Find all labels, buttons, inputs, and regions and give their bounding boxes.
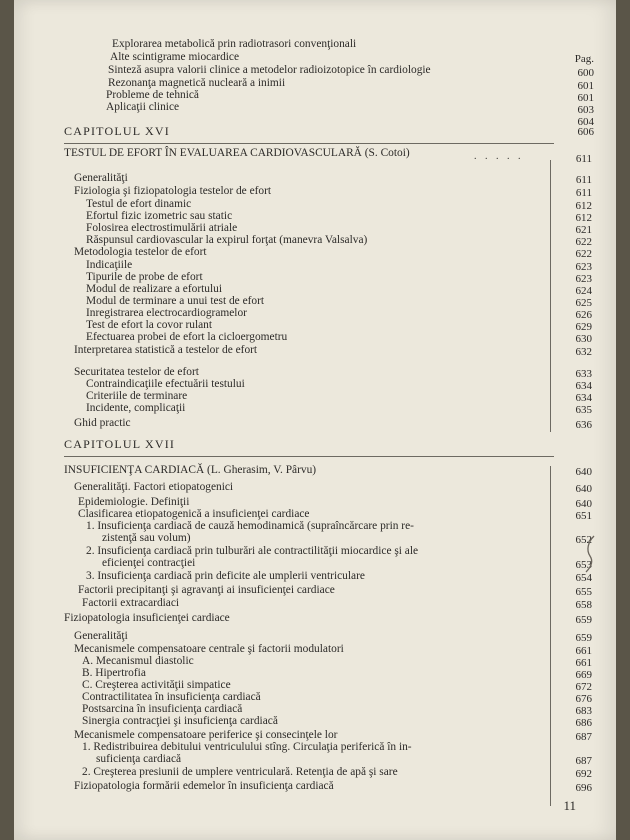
page-number: 622 (575, 236, 592, 248)
toc-entry: Mecanismele compensatoare periferice şi consecinţele lor (74, 729, 338, 741)
page-number: 640 (575, 498, 592, 510)
page-number: 601 (577, 80, 594, 92)
page-number: 672 (575, 681, 592, 693)
toc-entry: Criteriile de terminare (86, 390, 188, 402)
page-number: 606 (577, 126, 594, 138)
toc-entry: Folosirea electrostimulării atriale (86, 222, 238, 234)
pag-label: Pag. (574, 53, 594, 65)
page-number: 623 (575, 273, 592, 285)
page-number: 625 (575, 297, 592, 309)
toc-entry: Indicaţiile (86, 259, 133, 271)
toc-entry: B. Hipertrofia (82, 667, 146, 679)
chapter-heading: CAPITOLUL XVI (64, 124, 170, 138)
toc-entry: Incidente, complicaţii (86, 402, 186, 414)
page-number: 623 (575, 261, 592, 273)
toc-entry: Aplicaţii clinice (106, 101, 180, 113)
page-number: 658 (575, 599, 592, 611)
toc-entry: Tipurile de probe de efort (86, 271, 203, 283)
page-number: 687 (575, 755, 592, 767)
page-number: 632 (575, 346, 592, 358)
toc-entry: Factorii precipitanţi şi agravanţi ai insuficienţei cardiace (78, 584, 335, 596)
toc-entry: Contraindicaţiile efectuării testului (86, 378, 245, 390)
toc-entry: Securitatea testelor de efort (74, 366, 199, 378)
margin-rule (550, 160, 551, 432)
toc-entry: 2. Creşterea presiunii de umplere ventriculară. Retenţia de apă şi sare (82, 766, 398, 778)
toc-entry: Interpretarea statistică a testelor de efort (74, 344, 258, 356)
toc-entry: Generalităţi (74, 172, 128, 184)
toc-entry: Generalităţi. Factori etiopatogenici (74, 481, 234, 493)
toc-entry: Alte scintigrame miocardice (110, 51, 240, 63)
toc-entry: Modul de realizare a efortului (86, 283, 222, 295)
page-number: 659 (575, 632, 592, 644)
page-number: 651 (575, 510, 592, 522)
divider (64, 143, 554, 144)
page-number: 629 (575, 321, 592, 333)
leader-dots: . . . . . (474, 151, 524, 162)
page-number: 603 (577, 104, 594, 116)
toc-entry: 2. Insuficienţa cardiacă prin tulburări ale contractilităţii miocardice şi ale (86, 545, 419, 557)
chapter-title: TESTUL DE EFORT ÎN EVALUAREA CARDIOVASCULARĂ (S. Cotoi) (64, 147, 410, 159)
toc-entry: Metodologia testelor de efort (74, 246, 207, 258)
toc-entry: Generalităţi (74, 630, 128, 642)
margin-rule (550, 466, 551, 806)
page-number: 611 (575, 174, 592, 186)
toc-entry: Inregistrarea electrocardiogramelor (86, 307, 247, 319)
page-number: 600 (577, 67, 594, 79)
page-number: 696 (575, 782, 592, 794)
toc-entry: Modul de terminare a unui test de efort (86, 295, 265, 307)
toc-entry: Test de efort la covor rulant (86, 319, 213, 331)
toc-entry: Explorarea metabolică prin radiotrasori convenţionali (112, 38, 357, 50)
page-number: 655 (575, 586, 592, 598)
toc-entry: Mecanismele compensatoare centrale şi factorii modulatori (74, 643, 344, 655)
page-number: 692 (575, 768, 592, 780)
page-number: 640 (575, 466, 592, 478)
page-number: 652 (575, 534, 592, 546)
page-number: 624 (575, 285, 592, 297)
toc-entry: 1. Redistribuirea debitului ventriculului stîng. Circulaţia periferică în in- (82, 741, 412, 753)
chapter-title: INSUFICIENŢA CARDIACĂ (L. Gherasim, V. Pârvu) (64, 464, 317, 476)
page-number: 634 (575, 380, 592, 392)
page-number: 622 (575, 248, 592, 260)
page-number: 601 (577, 92, 594, 104)
page-number: 676 (575, 693, 592, 705)
chapter-heading: CAPITOLUL XVII (64, 437, 176, 451)
divider (64, 456, 554, 457)
toc-entry: Sinergia contracţiei şi insuficienţa cardiacă (82, 715, 278, 727)
page-number: 635 (575, 404, 592, 416)
toc-entry: Răspunsul cardiovascular la expirul forţat (manevra Valsalva) (86, 234, 368, 246)
footer-page-number: 11 (563, 798, 576, 813)
toc-entry: Contractilitatea în insuficienţa cardiacă (82, 691, 261, 703)
toc-entry: Rezonanţa magnetică nucleară a inimii (108, 77, 286, 89)
toc-entry: Factorii extracardiaci (82, 597, 180, 609)
page-number: 621 (575, 224, 592, 236)
page-number: 659 (575, 614, 592, 626)
toc-entry: Clasificarea etiopatogenică a insuficienţei cardiace (78, 508, 310, 520)
book-page (14, 0, 616, 840)
toc-entry: Epidemiologie. Definiţii (78, 496, 190, 508)
toc-entry: Fiziologia şi fiziopatologia testelor de efort (74, 185, 272, 197)
toc-entry: A. Mecanismul diastolic (82, 655, 194, 667)
page-number: 661 (575, 645, 592, 657)
page-number: 683 (575, 705, 592, 717)
toc-entry: Efortul fizic izometric sau static (86, 210, 233, 222)
page-number: 611 (575, 187, 592, 199)
toc-entry: Postsarcina în insuficienţa cardiacă (82, 703, 243, 715)
page-number: 686 (575, 717, 592, 729)
page-number: 612 (575, 212, 592, 224)
toc-entry: Ghid practic (74, 417, 131, 429)
page-number: 687 (575, 731, 592, 743)
page-number: 612 (575, 200, 592, 212)
toc-entry: C. Creşterea activităţii simpatice (82, 679, 231, 691)
page-number: 626 (575, 309, 592, 321)
toc-entry: Fiziopatologia insuficienţei cardiace (64, 612, 230, 624)
toc-entry: Testul de efort dinamic (86, 198, 192, 210)
page-number: 669 (575, 669, 592, 681)
page-number: 653 (575, 559, 592, 571)
toc-entry: 3. Insuficienţa cardiacă prin deficite ale umplerii ventriculare (86, 570, 365, 582)
toc-entry: Efectuarea probei de efort la cicloergometru (86, 331, 288, 343)
page-number: 654 (575, 572, 592, 584)
page-number: 640 (575, 483, 592, 495)
page-number: 634 (575, 392, 592, 404)
toc-entry: zistenţă sau volum) (102, 532, 191, 544)
page-number: 604 (577, 116, 594, 128)
toc-entry: Sinteză asupra valorii clinice a metodelor radioizotopice în cardiologie (108, 64, 431, 76)
toc-entry: eficienţei contracţiei (102, 557, 196, 569)
toc-entry: Fiziopatologia formării edemelor în insuficienţa cardiacă (74, 780, 334, 792)
page-number: 661 (575, 657, 592, 669)
page-number: 636 (575, 419, 592, 431)
page-number: 611 (575, 153, 592, 165)
pencil-mark-icon (582, 534, 600, 574)
toc-entry: 1. Insuficienţa cardiacă de cauză hemodinamică (supraîncărcare prin re- (86, 520, 414, 532)
page-number: 633 (575, 368, 592, 380)
toc-entry: suficienţa cardiacă (96, 753, 182, 765)
toc-entry: Probleme de tehnică (106, 89, 199, 101)
page-number: 630 (575, 333, 592, 345)
